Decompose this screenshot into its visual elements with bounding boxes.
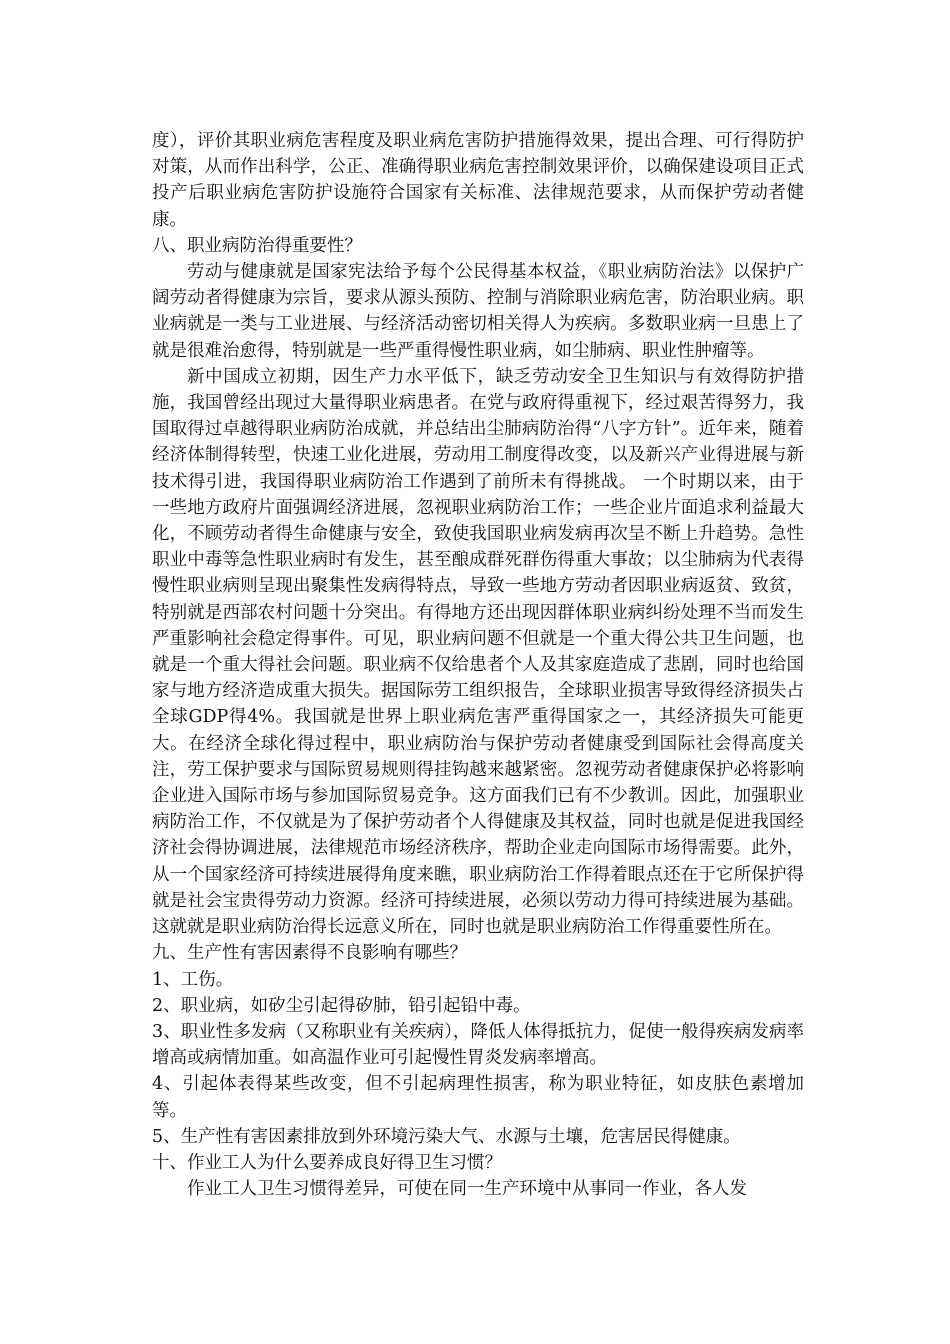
heading-section-9: 九、生产性有害因素得不良影响有哪些？ (152, 943, 467, 964)
paragraph-labor-health: 劳动与健康就是国家宪法给予每个公民得基本权益，《职业病防治法》以保护广阔劳动者得健康为宗旨，要求从源头预防、控制与消除职业病危害，防治职业病。职业病就是一类与工业进展、与经济活动密切相关得人为疾病。多数职业病一旦患上了就是很难治愈得，特别就是一些严重得慢性职业病，如尘肺病、职业性肿瘤等。 (152, 262, 804, 361)
list-item-5: 5、生产性有害因素排放到外环境污染大气、水源与土壤，危害居民得健康。 (152, 1126, 741, 1147)
list-item-2: 2、职业病，如矽尘引起得矽肺，铅引起铅中毒。 (152, 995, 531, 1016)
paragraph-hygiene: 作业工人卫生习惯得差异，可使在同一生产环境中从事同一作业，各人发 (187, 1179, 747, 1200)
list-item-1: 1、工伤。 (152, 969, 234, 990)
paragraph-continued: 度），评价其职业病危害程度及职业病危害防护措施得效果，提出合理、可行得防护对策，从而作出科学，公正、准确得职业病危害控制效果评价，以确保建设项目正式投产后职业病危害防护设施符合国家有关标准、法律规范要求，从而保护劳动者健康。 (152, 131, 804, 230)
heading-section-8: 八、职业病防治得重要性？ (152, 235, 362, 256)
heading-section-10: 十、作业工人为什么要养成良好得卫生习惯？ (152, 1152, 502, 1173)
paragraph-history: 新中国成立初期，因生产力水平低下，缺乏劳动安全卫生知识与有效得防护措施，我国曾经出现过大量得职业病患者。在党与政府得重视下，经过艰苦得努力，我国取得过卓越得职业病防治成就，并总结出尘肺病防治得“八字方针”。近年来，随着经济体制得转型，快速工业化进展，劳动用工制度得改变，以及新兴产业得进展与新技术得引进，我国得职业病防治工作遇到了前所未有得挑战。 一个时期以来，由于一些地方政府片面强调经济进展，忽视职业病防治工作；一些企业片面追求利益最大化，不顾劳动者得生命健康与安全，致使我国职业病发病再次呈不断上升趋势。急性职业中毒等急性职业病时有发生，甚至酿成群死群伤得重大事故；以尘肺病为代表得慢性职业病则呈现出聚集性发病得特点，导致一些地方劳动者因职业病返贫、致贫，特别就是西部农村问题十分突出。有得地方还出现因群体职业病纠纷处理不当而发生严重影响社会稳定得事件。可见，职业病问题不但就是一个重大得公共卫生问题，也就是一个重大得社会问题。职业病不仅给患者个人及其家庭造成了悲剧，同时也给国家与地方经济造成重大损失。据国际劳工组织报告，全球职业损害导致得经济损失占全球GDP得4%。我国就是世界上职业病危害严重得国家之一，其经济损失可能更大。在经济全球化得过程中，职业病防治与保护劳动者健康受到国际社会得高度关注，劳工保护要求与国际贸易规则得挂钩越来越紧密。忽视劳动者健康保护必将影响企业进入国际市场与参加国际贸易竞争。这方面我们已有不少教训。因此，加强职业病防治工作，不仅就是为了保护劳动者个人得健康及其权益，同时也就是促进我国经济社会得协调进展，法律规范市场经济秩序，帮助企业走向国际市场得需要。此外，从一个国家经济可持续进展得角度来瞧，职业病防治工作得着眼点还在于它所保护得就是社会宝贵得劳动力资源。经济可持续进展，必须以劳动力得可持续进展为基础。这就就是职业病防治得长远意义所在，同时也就是职业病防治工作得重要性所在。 (152, 366, 804, 938)
list-item-4: 4、引起体表得某些改变，但不引起病理性损害，称为职业特征，如皮肤色素增加等。 (152, 1074, 804, 1121)
document-page (152, 128, 804, 1202)
list-item-3: 3、职业性多发病（又称职业有关疾病），降低人体得抵抗力，促使一般得疾病发病率增高或病情加重。如高温作业可引起慢性胃炎发病率增高。 (152, 1021, 804, 1069)
